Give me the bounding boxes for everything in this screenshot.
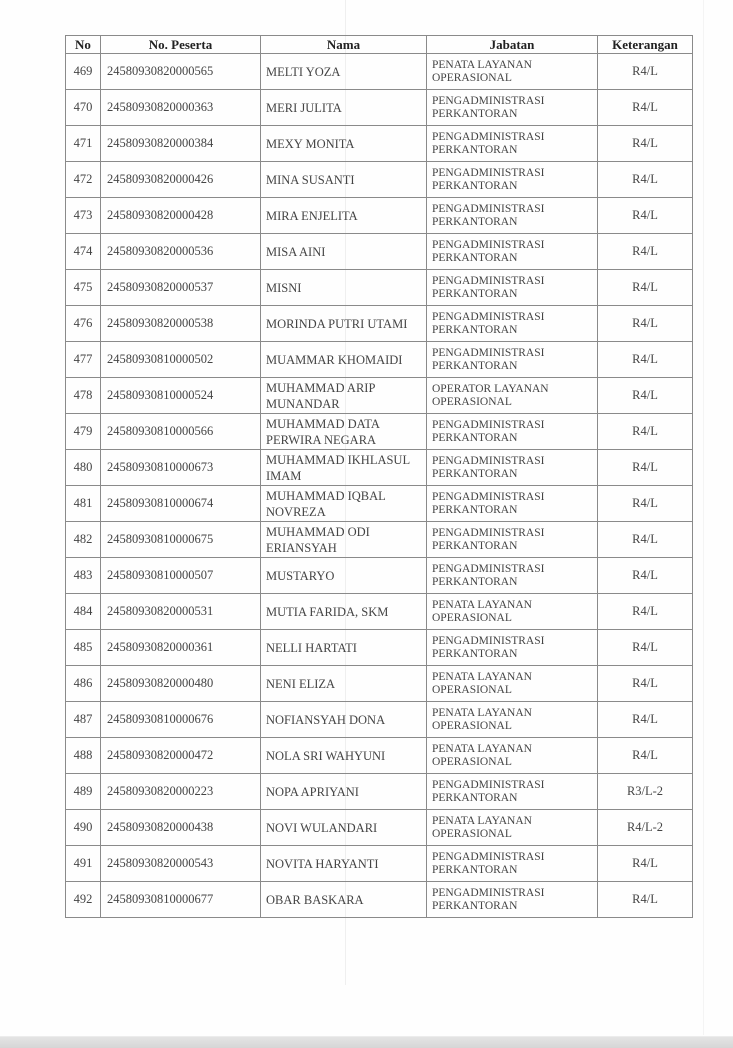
jabatan-line-2: PERKANTORAN [432, 431, 518, 444]
table-row [66, 54, 693, 90]
row-no-peserta: 24580930810000566 [101, 414, 261, 450]
row-no: 481 [66, 486, 101, 522]
jabatan-line-1: PENGADMINISTRASI [432, 886, 545, 899]
jabatan-line-1: PENGADMINISTRASI [432, 418, 545, 431]
row-no: 480 [66, 450, 101, 486]
row-no: 478 [66, 378, 101, 414]
row-jabatan [427, 378, 598, 414]
row-no-peserta: 24580930810000676 [101, 702, 261, 738]
row-jabatan [427, 450, 598, 486]
jabatan-line-2: OPERASIONAL [432, 71, 512, 84]
row-no: 487 [66, 702, 101, 738]
row-no: 490 [66, 810, 101, 846]
row-keterangan: R4/L [598, 414, 693, 450]
row-no-peserta: 24580930820000438 [101, 810, 261, 846]
row-jabatan [427, 270, 598, 306]
row-no: 488 [66, 738, 101, 774]
row-no-peserta: 24580930820000223 [101, 774, 261, 810]
row-no-peserta: 24580930820000536 [101, 234, 261, 270]
row-keterangan: R4/L [598, 882, 693, 918]
row-no: 479 [66, 414, 101, 450]
row-nama: MERI JULITA [261, 90, 427, 126]
row-jabatan [427, 306, 598, 342]
row-keterangan: R4/L [598, 342, 693, 378]
row-nama: NENI ELIZA [261, 666, 427, 702]
row-jabatan [427, 198, 598, 234]
row-keterangan: R4/L-2 [598, 810, 693, 846]
row-keterangan: R4/L [598, 630, 693, 666]
row-no: 485 [66, 630, 101, 666]
row-no: 476 [66, 306, 101, 342]
row-jabatan [427, 162, 598, 198]
table-row [66, 270, 693, 306]
jabatan-line-2: PERKANTORAN [432, 791, 518, 804]
jabatan-line-1: PENGADMINISTRASI [432, 274, 545, 287]
row-nama: MUHAMMAD ODI ERIANSYAH [261, 522, 427, 558]
row-no: 482 [66, 522, 101, 558]
jabatan-line-1: PENATA LAYANAN [432, 58, 532, 71]
row-nama: MIRA ENJELITA [261, 198, 427, 234]
row-nama: OBAR BASKARA [261, 882, 427, 918]
row-jabatan [427, 90, 598, 126]
jabatan-line-2: PERKANTORAN [432, 359, 518, 372]
row-no: 474 [66, 234, 101, 270]
row-jabatan [427, 810, 598, 846]
jabatan-line-2: PERKANTORAN [432, 107, 518, 120]
jabatan-line-2: PERKANTORAN [432, 863, 518, 876]
row-nama: MISNI [261, 270, 427, 306]
jabatan-line-1: PENATA LAYANAN [432, 670, 532, 683]
row-no-peserta: 24580930810000524 [101, 378, 261, 414]
row-no-peserta: 24580930820000543 [101, 846, 261, 882]
row-nama: MUHAMMAD IKHLASUL IMAM [261, 450, 427, 486]
jabatan-line-1: PENGADMINISTRASI [432, 454, 545, 467]
row-no-peserta: 24580930810000675 [101, 522, 261, 558]
jabatan-line-1: PENATA LAYANAN [432, 814, 532, 827]
jabatan-line-1: PENATA LAYANAN [432, 598, 532, 611]
row-nama: MUAMMAR KHOMAIDI [261, 342, 427, 378]
table-row [66, 486, 693, 522]
table-row [66, 774, 693, 810]
row-no-peserta: 24580930820000384 [101, 126, 261, 162]
row-no: 486 [66, 666, 101, 702]
table-row [66, 630, 693, 666]
row-nama: MUHAMMAD ARIP MUNANDAR [261, 378, 427, 414]
row-jabatan [427, 234, 598, 270]
jabatan-line-1: PENGADMINISTRASI [432, 238, 545, 251]
row-jabatan [427, 126, 598, 162]
table-row [66, 882, 693, 918]
jabatan-line-1: PENGADMINISTRASI [432, 202, 545, 215]
table-row [66, 702, 693, 738]
header-nama: Nama [261, 36, 427, 54]
row-nama: NOFIANSYAH DONA [261, 702, 427, 738]
row-no-peserta: 24580930820000565 [101, 54, 261, 90]
jabatan-line-1: PENGADMINISTRASI [432, 850, 545, 863]
jabatan-line-1: PENGADMINISTRASI [432, 94, 545, 107]
row-nama: NELLI HARTATI [261, 630, 427, 666]
row-nama: MUSTARYO [261, 558, 427, 594]
table-row [66, 414, 693, 450]
table-row [66, 450, 693, 486]
row-jabatan [427, 738, 598, 774]
row-keterangan: R4/L [598, 486, 693, 522]
row-keterangan: R4/L [598, 846, 693, 882]
jabatan-line-2: PERKANTORAN [432, 251, 518, 264]
row-keterangan: R4/L [598, 126, 693, 162]
table-row [66, 306, 693, 342]
jabatan-line-1: PENGADMINISTRASI [432, 634, 545, 647]
jabatan-line-2: PERKANTORAN [432, 323, 518, 336]
jabatan-line-1: PENGADMINISTRASI [432, 166, 545, 179]
page-edge [703, 0, 704, 1035]
row-no-peserta: 24580930820000537 [101, 270, 261, 306]
table-row [66, 126, 693, 162]
row-no: 477 [66, 342, 101, 378]
row-no: 483 [66, 558, 101, 594]
row-nama: MINA SUSANTI [261, 162, 427, 198]
jabatan-line-1: PENGADMINISTRASI [432, 526, 545, 539]
row-nama: NOVI WULANDARI [261, 810, 427, 846]
row-no: 469 [66, 54, 101, 90]
jabatan-line-2: OPERASIONAL [432, 827, 512, 840]
jabatan-line-2: PERKANTORAN [432, 647, 518, 660]
row-jabatan [427, 594, 598, 630]
jabatan-line-2: PERKANTORAN [432, 179, 518, 192]
jabatan-line-1: PENATA LAYANAN [432, 742, 532, 755]
row-jabatan [427, 486, 598, 522]
header-no: No [66, 36, 101, 54]
table-row [66, 594, 693, 630]
jabatan-line-2: OPERASIONAL [432, 719, 512, 732]
jabatan-line-2: PERKANTORAN [432, 899, 518, 912]
row-keterangan: R4/L [598, 378, 693, 414]
row-keterangan: R3/L-2 [598, 774, 693, 810]
row-keterangan: R4/L [598, 702, 693, 738]
row-no-peserta: 24580930820000531 [101, 594, 261, 630]
row-keterangan: R4/L [598, 666, 693, 702]
row-nama: MEXY MONITA [261, 126, 427, 162]
row-nama: NOVITA HARYANTI [261, 846, 427, 882]
row-no: 491 [66, 846, 101, 882]
row-nama: NOLA SRI WAHYUNI [261, 738, 427, 774]
table-row [66, 162, 693, 198]
table-header-row [66, 36, 693, 54]
participant-table [65, 35, 693, 918]
header-jabatan: Jabatan [427, 36, 598, 54]
row-no: 484 [66, 594, 101, 630]
row-keterangan: R4/L [598, 522, 693, 558]
jabatan-line-1: PENGADMINISTRASI [432, 130, 545, 143]
row-keterangan: R4/L [598, 234, 693, 270]
jabatan-line-1: PENGADMINISTRASI [432, 778, 545, 791]
row-no: 492 [66, 882, 101, 918]
row-keterangan: R4/L [598, 270, 693, 306]
jabatan-line-1: PENGADMINISTRASI [432, 346, 545, 359]
header-no-peserta: No. Peserta [101, 36, 261, 54]
row-no: 470 [66, 90, 101, 126]
jabatan-line-2: PERKANTORAN [432, 143, 518, 156]
row-no-peserta: 24580930810000507 [101, 558, 261, 594]
row-keterangan: R4/L [598, 558, 693, 594]
row-jabatan [427, 558, 598, 594]
row-no: 475 [66, 270, 101, 306]
row-jabatan [427, 522, 598, 558]
jabatan-line-1: PENGADMINISTRASI [432, 562, 545, 575]
jabatan-line-2: PERKANTORAN [432, 215, 518, 228]
row-jabatan [427, 774, 598, 810]
row-jabatan [427, 630, 598, 666]
row-no-peserta: 24580930810000673 [101, 450, 261, 486]
table-row [66, 738, 693, 774]
row-nama: MISA AINI [261, 234, 427, 270]
row-no-peserta: 24580930810000677 [101, 882, 261, 918]
row-jabatan [427, 54, 598, 90]
jabatan-line-2: PERKANTORAN [432, 539, 518, 552]
row-keterangan: R4/L [598, 198, 693, 234]
row-jabatan [427, 882, 598, 918]
row-nama: NOPA APRIYANI [261, 774, 427, 810]
jabatan-line-2: OPERASIONAL [432, 755, 512, 768]
row-no: 473 [66, 198, 101, 234]
row-keterangan: R4/L [598, 450, 693, 486]
row-jabatan [427, 846, 598, 882]
row-no-peserta: 24580930820000363 [101, 90, 261, 126]
table-row [66, 198, 693, 234]
table-row [66, 342, 693, 378]
jabatan-line-2: PERKANTORAN [432, 503, 518, 516]
table-row [66, 846, 693, 882]
row-nama: MUHAMMAD DATA PERWIRA NEGARA [261, 414, 427, 450]
row-nama: MUHAMMAD IQBAL NOVREZA [261, 486, 427, 522]
table-row [66, 558, 693, 594]
table-row [66, 666, 693, 702]
jabatan-line-1: PENATA LAYANAN [432, 706, 532, 719]
jabatan-line-2: OPERASIONAL [432, 683, 512, 696]
table-body [66, 54, 693, 918]
row-jabatan [427, 342, 598, 378]
header-keterangan: Keterangan [598, 36, 693, 54]
row-jabatan [427, 414, 598, 450]
row-no-peserta: 24580930820000472 [101, 738, 261, 774]
jabatan-line-1: OPERATOR LAYANAN [432, 382, 549, 395]
row-keterangan: R4/L [598, 306, 693, 342]
row-no-peserta: 24580930820000428 [101, 198, 261, 234]
row-no: 471 [66, 126, 101, 162]
bottom-scroll-bar[interactable] [0, 1036, 733, 1048]
row-no-peserta: 24580930820000361 [101, 630, 261, 666]
jabatan-line-2: OPERASIONAL [432, 611, 512, 624]
jabatan-line-1: PENGADMINISTRASI [432, 310, 545, 323]
table-row [66, 810, 693, 846]
table-row [66, 378, 693, 414]
row-keterangan: R4/L [598, 738, 693, 774]
row-no-peserta: 24580930820000480 [101, 666, 261, 702]
row-no-peserta: 24580930820000538 [101, 306, 261, 342]
row-no: 489 [66, 774, 101, 810]
table-row [66, 522, 693, 558]
row-nama: MELTI YOZA [261, 54, 427, 90]
row-keterangan: R4/L [598, 594, 693, 630]
row-no-peserta: 24580930810000502 [101, 342, 261, 378]
jabatan-line-2: PERKANTORAN [432, 575, 518, 588]
jabatan-line-2: OPERASIONAL [432, 395, 512, 408]
table-row [66, 90, 693, 126]
row-keterangan: R4/L [598, 54, 693, 90]
row-nama: MORINDA PUTRI UTAMI [261, 306, 427, 342]
table-row [66, 234, 693, 270]
row-nama: MUTIA FARIDA, SKM [261, 594, 427, 630]
jabatan-line-1: PENGADMINISTRASI [432, 490, 545, 503]
row-no-peserta: 24580930820000426 [101, 162, 261, 198]
row-jabatan [427, 666, 598, 702]
row-no: 472 [66, 162, 101, 198]
row-jabatan [427, 702, 598, 738]
row-keterangan: R4/L [598, 90, 693, 126]
row-no-peserta: 24580930810000674 [101, 486, 261, 522]
jabatan-line-2: PERKANTORAN [432, 287, 518, 300]
row-keterangan: R4/L [598, 162, 693, 198]
jabatan-line-2: PERKANTORAN [432, 467, 518, 480]
